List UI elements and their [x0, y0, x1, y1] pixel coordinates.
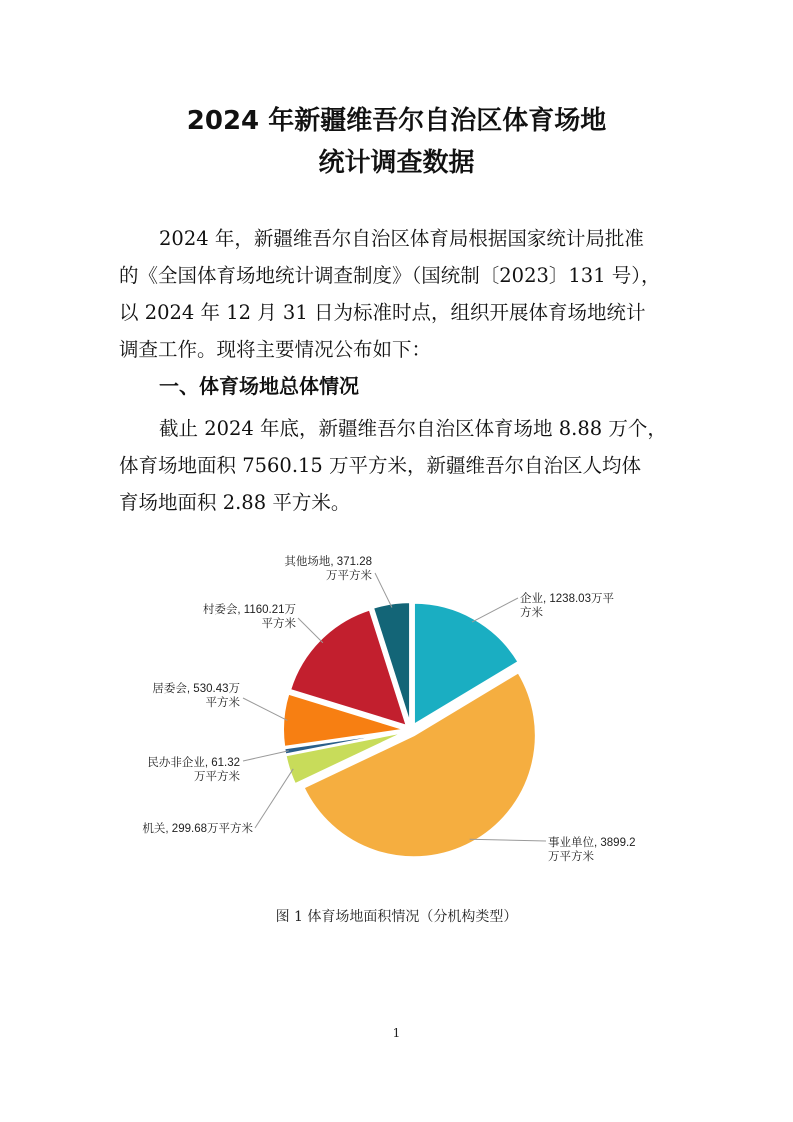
leader-line [472, 598, 518, 622]
data-label-民办非企业: 民办非企业, 61.32 万平方米 [147, 757, 240, 783]
page-subtitle: 统计调查数据 [318, 148, 475, 178]
leader-line [298, 618, 323, 643]
data-label-居委会: 居委会, 530.43万平方米 [152, 683, 240, 709]
data-label-企业: 企业, 1238.03万平方米 [520, 593, 614, 619]
leader-line [243, 751, 289, 761]
figure-caption: 图 1 体育场地面积情况（分机构类型） [275, 909, 518, 925]
summary-paragraph [119, 410, 679, 521]
intro-line: 的《全国体育场地统计调查制度》（国统制〔2023〕131 号）， [119, 264, 661, 287]
leader-line [243, 698, 287, 720]
section-heading: 一、体育场地总体情况 [159, 374, 359, 398]
page-title: 2024 年新疆维吾尔自治区体育场地 [186, 106, 607, 136]
summary-line: 截止 2024 年底，新疆维吾尔自治区体育场地 8.88 万个， [159, 417, 667, 440]
intro-line: 2024 年，新疆维吾尔自治区体育局根据国家统计局批准 [159, 227, 644, 250]
data-label-机关: 机关, 299.68万平方米 [142, 823, 253, 835]
data-label-村委会: 村委会, 1160.21万平方米 [202, 604, 296, 630]
area-pie-chart [0, 540, 793, 880]
leader-line [375, 573, 392, 607]
leader-line [255, 769, 293, 828]
data-label-其他场地: 其他场地, 371.28 万平方米 [284, 556, 372, 582]
summary-line: 育场地面积 2.88 平方米。 [119, 491, 351, 514]
intro-line: 以 2024 年 12 月 31 日为标准时点，组织开展体育场地统计 [119, 301, 646, 324]
page-number: 1 [392, 1026, 401, 1040]
intro-line: 调查工作。现将主要情况公布如下： [119, 338, 432, 361]
intro-paragraph [119, 220, 679, 368]
leader-line [470, 839, 546, 841]
data-label-事业单位: 事业单位, 3899.2 万平方米 [548, 837, 636, 863]
summary-line: 体育场地面积 7560.15 万平方米，新疆维吾尔自治区人均体 [119, 454, 642, 477]
